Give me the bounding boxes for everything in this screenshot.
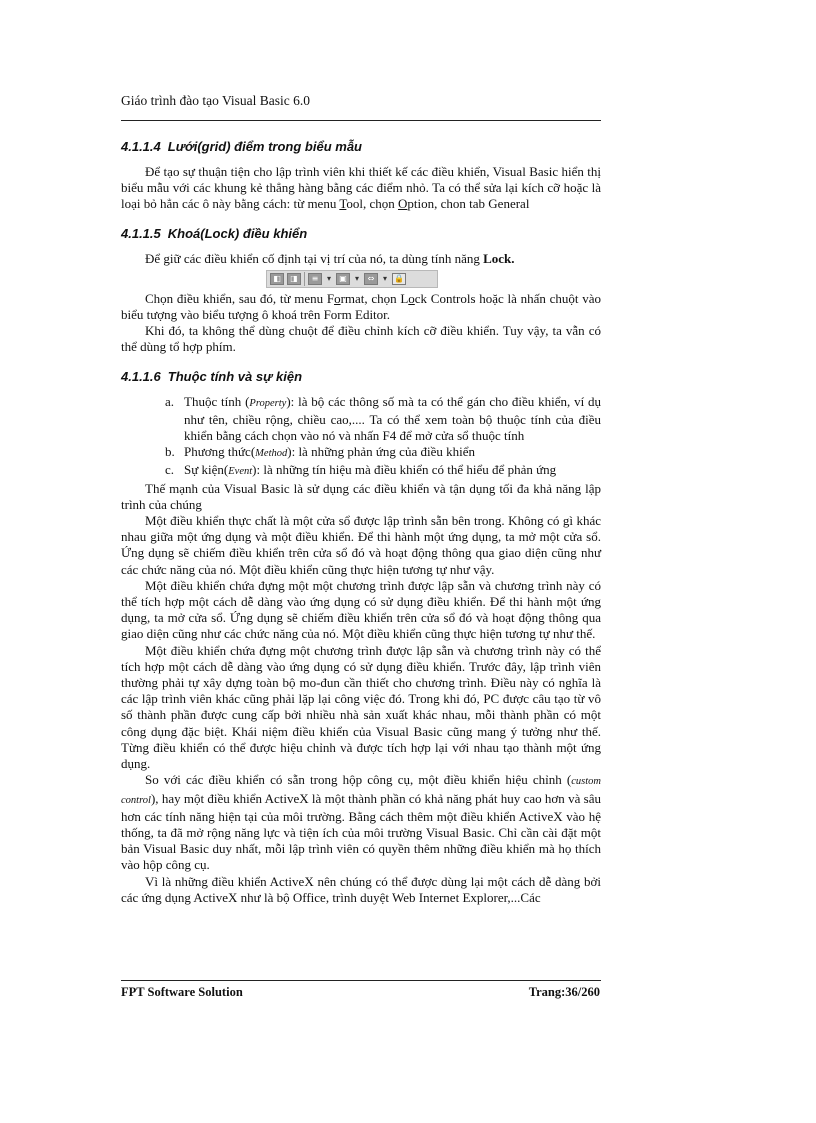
page-header-title: Giáo trình đào tạo Visual Basic 6.0 <box>121 93 311 108</box>
body-text: ), hay một điều khiển ActiveX là một thành phần có khả năng phát huy cao hơn và sâu hơn các tính năng hiện tại của môi trường. Bằng cách thêm một điều khiển ActiveX vào hệ thống, ta đã mở rộng năng lực và tiện ích của môi trường Visual Basic. Chỉ cần cài đặt một bản Visual Basic duy nhất, mỗi lập trình viên có quyền thêm những điều khiển mà họ thích vào hộp công cụ. <box>121 790 601 873</box>
footer-company: FPT Software Solution <box>121 985 243 999</box>
list-item <box>121 444 601 462</box>
custom-control-term: custom control <box>121 776 601 806</box>
menu-option-accel: O <box>398 196 408 212</box>
section-number: 4.1.1.6 <box>121 368 161 384</box>
section-number: 4.1.1.4 <box>121 139 161 154</box>
lock-paragraph-1 <box>121 251 601 267</box>
section-heading-properties <box>121 368 601 386</box>
footer-page-number: Trang:36/260 <box>528 985 600 999</box>
section-title: Thuộc tính và sự kiện <box>167 368 303 384</box>
page-content <box>121 138 601 906</box>
center-icon: ▣ <box>336 273 350 285</box>
lock-paragraph-2 <box>121 291 601 323</box>
property-list <box>121 394 601 481</box>
lock-text: Chọn điều khiển, sau đó, từ menu F <box>145 290 335 306</box>
align-right-icon: ◨ <box>287 273 301 285</box>
chevron-down-icon: ▾ <box>326 273 331 283</box>
body-text: So với các điều khiển có sẵn trong hộp công cụ, một điều khiển hiệu chỉnh ( <box>145 772 572 788</box>
list-lead: Sự kiện( <box>184 462 229 478</box>
body-paragraph <box>121 772 601 873</box>
chevron-down-icon: ▾ <box>382 273 387 283</box>
menu-option-rest: ption, chon tab General <box>407 196 530 212</box>
body-paragraph: Thế mạnh của Visual Basic là sử dụng các điều khiển và tận dụng tối đa khả năng lập trình của chúng <box>121 480 601 512</box>
body-paragraph: Một điều khiển thực chất là một cửa sổ được lập trình sẵn bên trong. Không có gì khác nhau giữa một ứng dụng và một điều khiển. Để thi hành một ứng dụng, ta mở một cửa sổ. Ứng dụng sẽ chiếm điều khiển trên cửa sổ đó và hoạt động thông qua giao diện cũng như các chức năng của nó. Một điều khiển cũng thực hiện tương tự như vậy. <box>121 513 601 577</box>
footer-rule <box>121 980 601 981</box>
section-title: Khoá(Lock) điều khiển <box>167 225 308 241</box>
list-text: ): là những tín hiệu mà điều khiển có thể hiểu để phản ứng <box>252 462 557 478</box>
lock-text: Để giữ các điều khiển cố định tại vị trí của nó, ta dùng tính năng <box>145 250 484 266</box>
header-rule <box>121 120 601 121</box>
lock-text: rmat, chọn L <box>340 290 409 306</box>
form-editor-toolbar <box>266 270 438 288</box>
menu-format-accel: o <box>334 290 341 306</box>
align-icon: ≡ <box>308 273 322 285</box>
list-term: Method <box>255 448 288 460</box>
size-icon: ⇔ <box>364 273 378 285</box>
lock-text: ck Controls hoặc là nhấn chuột vào biểu tượng vào biểu tượng ô khoá trên Form Editor. <box>121 290 601 323</box>
section-heading-grid <box>121 138 601 156</box>
list-lead: Phương thức( <box>184 444 256 460</box>
align-left-icon: ◧ <box>270 273 284 285</box>
body-paragraph: Vì là những điều khiển ActiveX nên chúng có thể được dùng lại một cách dễ dàng bởi các ứng dụng ActiveX như là bộ Office, trình duyệt Web Internet Explorer,...Các <box>121 873 601 905</box>
section-heading-lock <box>121 225 601 243</box>
grid-paragraph <box>121 164 601 213</box>
menu-lock-accel: o <box>408 290 415 306</box>
lock-icon: 🔒 <box>392 273 406 285</box>
list-item <box>121 462 601 480</box>
list-marker: b. <box>165 444 175 460</box>
grid-text: Để tạo sự thuận tiện cho lập trình viên khi thiết kế các điều khiển, Visual Basic hiển thị biểu mẫu với các khung kẻ thẳng hàng bằng các điểm nhỏ. Ta có thể sửa lại kích cỡ hoặc là loại bỏ hẳn các ô này bằng cách: từ menu <box>121 164 601 212</box>
list-text: ): là bộ các thông số mà ta có thể gán cho điều khiển, ví dụ như tên, chiều rộng, chiều cao,.... Ta có thể xem toàn bộ thuộc tính của điều khiển bằng cách chọn vào nó và nhấn F4 để mở cửa sổ thuộc tính <box>184 393 601 444</box>
chevron-down-icon: ▾ <box>354 273 359 283</box>
toolbar-separator <box>304 272 305 286</box>
body-paragraph: Một điều khiển chứa đựng một chương trình được lập sẵn và chương trình này có thể tích hợp một cách dễ dàng vào ứng dụng có sử dụng điều khiển. Trước đây, lập trình viên thường phải tự xây dựng toàn bộ mo-đun cần thiết cho chương trình. Điều này có nghĩa là các lập trình viên khác cũng phải lặp lại công việc đó. Trong khi đó, PC được câu tạo từ vô số thành phần được cung cấp bởi nhiều nhà sản xuất khác nhau, mỗi thành phần có một công dụng đặc biệt. Khái niệm điều khiển của Visual Basic cũng mang ý tưởng như thế. Từng điều khiển có thể được hiệu chỉnh và được tích hợp lại với nhau tạo thành một ứng dụng. <box>121 642 601 772</box>
list-item <box>121 394 601 445</box>
list-marker: a. <box>165 393 175 409</box>
list-marker: c. <box>165 462 175 478</box>
list-term: Property <box>249 397 287 409</box>
list-lead: Thuộc tính ( <box>184 393 250 409</box>
menu-tool-accel: T <box>339 196 347 212</box>
body-paragraph: Một điều khiển chứa đựng một một chương trình được lập sẵn và chương trình này có thể tích hợp một cách dễ dàng vào ứng dụng có sử dụng điều khiển. Để thi hành một ứng dụng, ta mở cửa sổ. Ứng dụng sẽ chiếm điều khiển trên cửa sổ đó và hoạt động thông qua giao diện cũng như các chức năng của nó. Một điều khiển cũng thực hiện tương tự như thế. <box>121 577 601 642</box>
section-number: 4.1.1.5 <box>121 225 161 241</box>
section-title: Lưới(grid) điểm trong biểu mẫu <box>167 139 362 154</box>
lock-keyword: Lock. <box>483 250 515 266</box>
lock-paragraph-3: Khi đó, ta không thể dùng chuột để điều chỉnh kích cỡ điều khiển. Tuy vậy, ta vẫn có thể dùng tổ hợp phím. <box>121 323 601 355</box>
menu-tool-rest: ool, chọn <box>346 196 399 212</box>
list-text: ): là những phản ứng của điều khiển <box>287 444 475 460</box>
list-term: Event <box>228 466 253 478</box>
